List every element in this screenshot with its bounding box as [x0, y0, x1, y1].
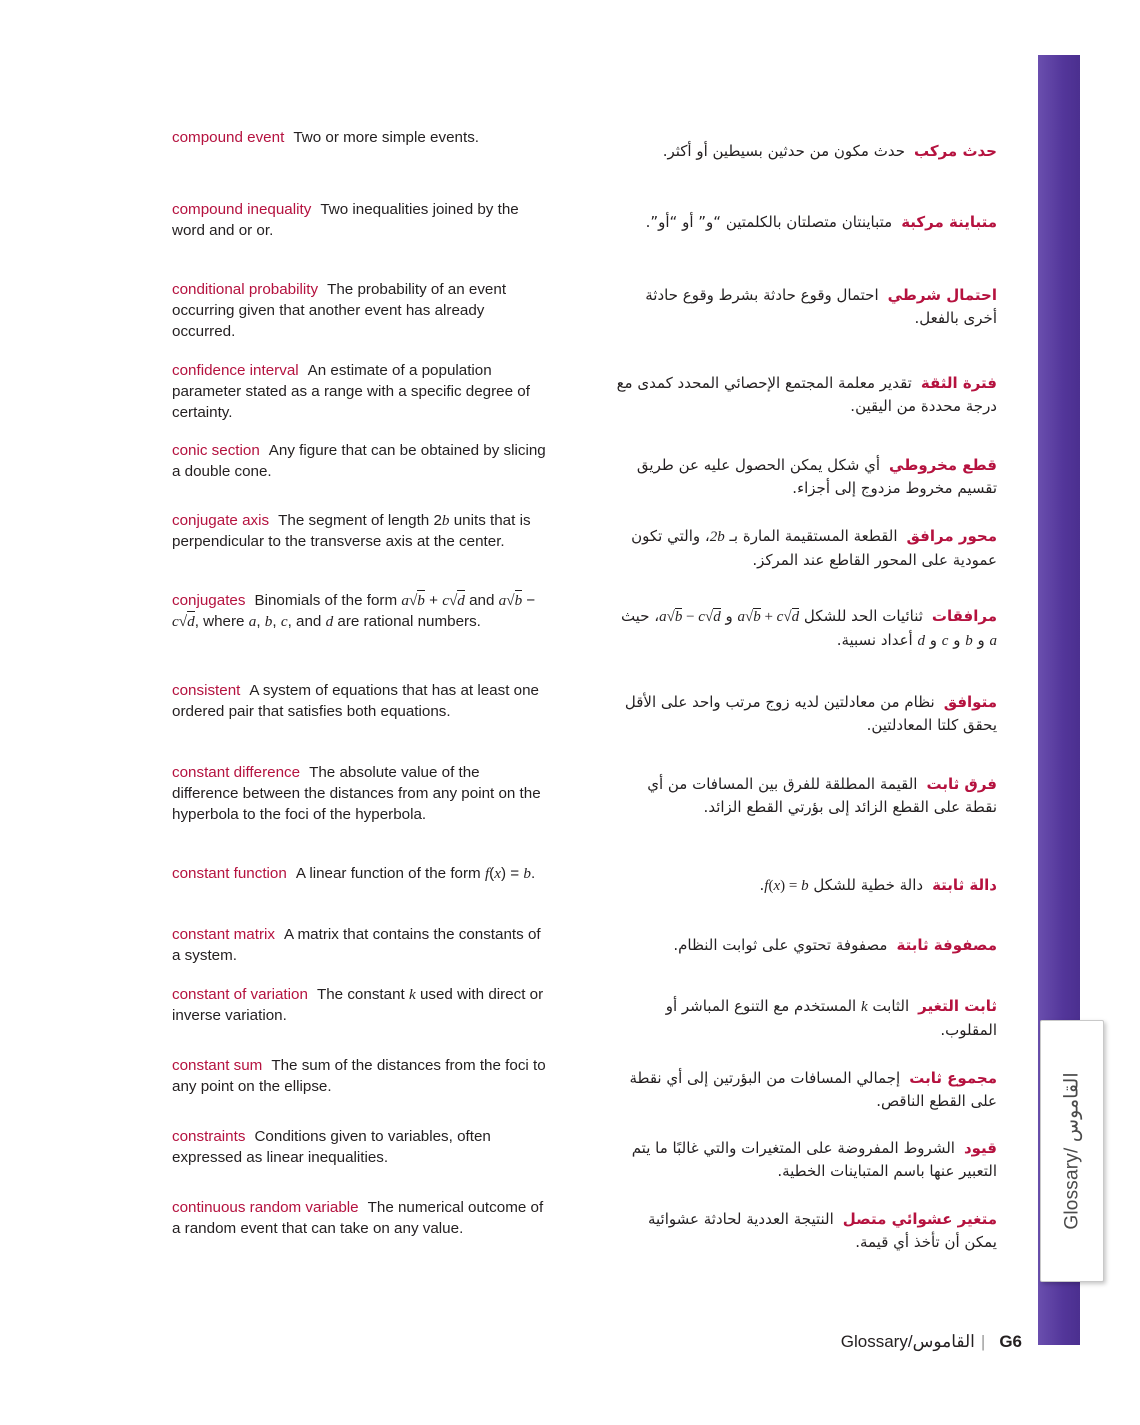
glossary-entry	[172, 681, 547, 723]
glossary-term-en: compound inequality	[172, 201, 312, 218]
glossary-term-en: continuous random variable	[172, 1199, 359, 1216]
glossary-term-ar: فترة الثقة	[920, 374, 997, 392]
glossary-definition-ar: دالة خطية للشكل f(x) = b.	[759, 876, 924, 894]
glossary-entry	[172, 763, 547, 826]
glossary-definition-en: The sum of the distances from the foci to any point on the ellipse.	[172, 1057, 546, 1095]
glossary-term-ar: متوافق	[943, 693, 997, 711]
glossary-term-en: constant sum	[172, 1057, 263, 1074]
glossary-entry-ar	[612, 525, 997, 571]
glossary-side-tab-label: Glossary/ القاموس	[1061, 1072, 1083, 1230]
glossary-term-ar: قيود	[963, 1139, 997, 1157]
glossary-entry	[172, 925, 547, 967]
glossary-entry-ar	[612, 773, 997, 818]
footer-label: Glossary/القاموس	[840, 1332, 975, 1351]
glossary-definition-en: The numerical outcome of a random event that can take on any value.	[172, 1199, 544, 1237]
glossary-definition-en: A system of equations that has at least one ordered pair that satisfies both equations.	[172, 682, 539, 720]
glossary-definition-ar: أي شكل يمكن الحصول عليه عن طريق تقسيم مخروط مزدوج إلى أجزاء.	[636, 456, 997, 497]
glossary-entry-ar	[612, 1208, 997, 1253]
glossary-definition-ar: نظام من معادلتين لديه زوج مرتب واحد على الأقل يحقق كلتا المعادلتين.	[624, 693, 997, 734]
glossary-definition-en: The constant k used with direct or inverse variation.	[172, 986, 544, 1024]
glossary-entry	[172, 985, 547, 1027]
glossary-entry-ar	[612, 934, 997, 957]
glossary-term-en: constant matrix	[172, 926, 275, 943]
glossary-definition-ar: القطعة المستقيمة المارة بـ 2b، والتي تكون عمودية على المحور القاطع عند المركز.	[631, 527, 997, 569]
glossary-entry-ar	[612, 140, 997, 163]
glossary-term-ar: قطع مخروطي	[889, 456, 997, 474]
glossary-definition-ar: النتيجة العددية لحادثة عشوائية يمكن أن تأخذ أي قيمة.	[647, 1210, 997, 1251]
glossary-entry	[172, 591, 547, 633]
glossary-term-ar: مرافقات	[931, 607, 997, 625]
glossary-entry	[172, 361, 547, 424]
glossary-definition-en: Conditions given to variables, often expressed as linear inequalities.	[172, 1128, 491, 1166]
glossary-term-en: constant of variation	[172, 986, 308, 1003]
glossary-term-en: conjugate axis	[172, 512, 270, 529]
glossary-entry-ar	[612, 1137, 997, 1182]
glossary-term-en: constant function	[172, 865, 287, 882]
glossary-term-ar: محور مرافق	[906, 527, 997, 545]
glossary-term-ar: متباينة مركبة	[901, 213, 997, 231]
glossary-entry-ar	[612, 211, 997, 234]
glossary-definition-en: The absolute value of the difference between the distances from any point on the hyperbola to the foci of the hyperbola.	[172, 764, 541, 823]
glossary-entry-ar	[612, 454, 997, 499]
glossary-term-ar: ثابت التغير	[918, 997, 997, 1015]
glossary-entry-ar	[612, 1067, 997, 1112]
glossary-entry	[172, 511, 547, 553]
glossary-definition-ar: احتمال وقوع حادثة بشرط وقوع حادثة أخرى بالفعل.	[645, 286, 997, 327]
glossary-definition-ar: تقدير معلمة المجتمع الإحصائي المحدد كمدى مع درجة محددة من اليقين.	[616, 374, 997, 415]
glossary-definition-en: Two or more simple events.	[293, 129, 480, 146]
glossary-definition-en: Any figure that can be obtained by slicing a double cone.	[172, 442, 546, 480]
glossary-definition-en: The segment of length 2b units that is perpendicular to the transverse axis at the center.	[172, 512, 531, 550]
glossary-term-ar: مصفوفة ثابتة	[896, 936, 997, 954]
glossary-term-ar: دالة ثابتة	[932, 876, 997, 894]
glossary-term-en: constant difference	[172, 764, 301, 781]
glossary-term-ar: حدث مركب	[914, 142, 997, 160]
glossary-term-ar: مجموع ثابت	[909, 1069, 997, 1087]
glossary-definition-en: A matrix that contains the constants of a system.	[172, 926, 541, 964]
glossary-definition-en: A linear function of the form f(x) = b.	[295, 865, 536, 882]
glossary-definition-en: Binomials of the form a√b + c√d and a√b − c√d, where a, b, c, and d are rational numbers.	[172, 592, 536, 630]
glossary-side-tab	[1040, 1020, 1104, 1282]
glossary-entry-ar	[612, 372, 997, 417]
glossary-definition-ar: القيمة المطلقة للفرق بين المسافات من أي نقطة على القطع الزائد إلى بؤرتي القطع الزائد.	[647, 775, 997, 816]
glossary-definition-en: The probability of an event occurring given that another event has already occurred.	[172, 281, 507, 340]
glossary-entry	[172, 864, 547, 885]
glossary-term-en: consistent	[172, 682, 241, 699]
glossary-definition-ar: الثابت k المستخدم مع التنوع المباشر أو المقلوب.	[665, 997, 997, 1039]
glossary-entry-ar	[612, 605, 997, 652]
glossary-definition-ar: مصفوفة تحتوي على ثوابت النظام.	[673, 936, 888, 954]
glossary-entry	[172, 1198, 547, 1240]
glossary-definition-ar: الشروط المفروضة على المتغيرات والتي غالبًا ما يتم التعبير عنها باسم المتباينات الخطية.	[631, 1139, 997, 1180]
glossary-term-en: confidence interval	[172, 362, 299, 379]
glossary-definition-ar: حدث مكون من حدثين بسيطين أو أكثر.	[662, 142, 905, 160]
glossary-definition-en: Two inequalities joined by the word and or or.	[172, 201, 519, 239]
glossary-definition-en: An estimate of a population parameter stated as a range with a specific degree of certainty.	[172, 362, 530, 421]
glossary-definition-ar: إجمالي المسافات من البؤرتين إلى أي نقطة على القطع الناقص.	[629, 1069, 997, 1110]
glossary-entry	[172, 128, 547, 149]
glossary-entry	[172, 200, 547, 242]
glossary-term-ar: فرق ثابت	[926, 775, 997, 793]
glossary-entry	[172, 1056, 547, 1098]
glossary-entry	[172, 441, 547, 483]
glossary-term-ar: متغير عشوائي متصل	[842, 1210, 997, 1228]
glossary-term-en: compound event	[172, 129, 285, 146]
glossary-entry-ar	[612, 691, 997, 736]
glossary-entry	[172, 280, 547, 343]
glossary-term-en: constraints	[172, 1128, 246, 1145]
glossary-term-en: conjugates	[172, 592, 246, 609]
glossary-entry-ar	[612, 874, 997, 898]
glossary-entry-ar	[612, 995, 997, 1041]
glossary-definition-ar: متباينتان متصلتان بالكلمتين “و” أو “أو”.	[645, 213, 893, 231]
glossary-term-en: conic section	[172, 442, 260, 459]
footer-separator: |	[980, 1332, 986, 1351]
glossary-entry-ar	[612, 284, 997, 329]
glossary-entry	[172, 1127, 547, 1169]
page-footer	[841, 1332, 1022, 1352]
glossary-definition-ar: ثنائيات الحد للشكل a√b + c√d و a√b − c√d، حيث a و b و c و d أعداد نسبية.	[620, 607, 997, 649]
glossary-term-en: conditional probability	[172, 281, 319, 298]
glossary-term-ar: احتمال شرطي	[887, 286, 997, 304]
page-number: G6	[999, 1332, 1022, 1351]
